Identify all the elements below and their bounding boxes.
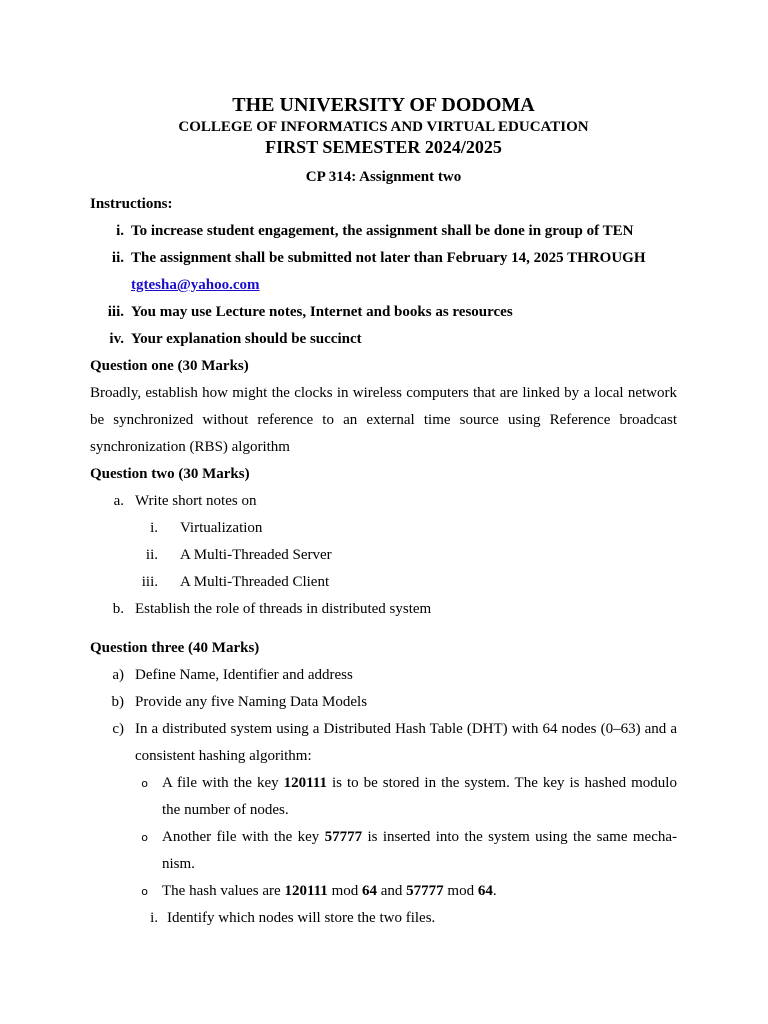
question-three-part-a xyxy=(90,662,677,689)
question-two-part-a xyxy=(90,488,677,515)
part-text: Establish the role of threads in distributed system xyxy=(135,601,432,617)
semester-title: FIRST SEMESTER 2024/2025 xyxy=(265,137,502,157)
instruction-item xyxy=(90,326,677,353)
part-label: b) xyxy=(111,694,124,710)
bullet-text-part: . xyxy=(492,883,497,899)
instruction-number: iv. xyxy=(109,331,124,347)
instruction-number: i. xyxy=(116,223,124,239)
part-text: Write short notes on xyxy=(135,493,257,509)
subitem-number: i. xyxy=(150,520,158,536)
instruction-text: Your explanation should be succinct xyxy=(131,331,362,347)
subitem-number: i. xyxy=(150,910,158,926)
bullet-marker: o xyxy=(141,831,148,844)
question-three-part-b xyxy=(90,689,677,716)
bullet-text-part: mod xyxy=(327,883,362,899)
file-key: 120111 xyxy=(283,775,327,791)
submission-email-link[interactable]: tgtesha@yahoo.com xyxy=(131,277,260,293)
instruction-number: iii. xyxy=(107,304,124,320)
question-three-heading: Question three (40 Marks) xyxy=(90,640,260,656)
part-text: Provide any five Naming Data Models xyxy=(135,694,368,710)
question-two-subitem xyxy=(90,569,677,596)
question-two-heading: Question two (30 Marks) xyxy=(90,466,250,482)
bullet-text xyxy=(148,824,677,878)
instructions-heading: Instructions: xyxy=(90,196,173,212)
bullet-text-part: The hash values are xyxy=(162,883,285,899)
node-count: 64 xyxy=(477,883,493,899)
bullet-text-part: is inserted into the system using the same mecha-nism. xyxy=(162,829,678,872)
subitem-number: ii. xyxy=(145,547,158,563)
part-label: b. xyxy=(112,601,124,617)
instruction-item xyxy=(90,218,677,245)
bullet-item xyxy=(90,770,677,824)
bullet-text xyxy=(148,878,677,905)
instruction-text: The assignment shall be submitted not later than February 14, 2025 THROUGH xyxy=(131,250,646,266)
subitem-text: A Multi-Threaded Client xyxy=(180,574,330,590)
question-two-subitem xyxy=(90,515,677,542)
subitem-text: Identify which nodes will store the two files. xyxy=(167,910,436,926)
part-label: a) xyxy=(112,667,124,683)
instruction-text-block xyxy=(124,245,677,299)
part-label: a. xyxy=(113,493,124,509)
instruction-item xyxy=(90,245,677,299)
bullet-text-part: and xyxy=(376,883,407,899)
instruction-number: ii. xyxy=(111,250,124,266)
document-content xyxy=(90,93,677,932)
instruction-text: You may use Lecture notes, Internet and books as resources xyxy=(131,304,513,320)
instruction-item xyxy=(90,299,677,326)
bullet-item xyxy=(90,824,677,878)
course-title: CP 314: Assignment two xyxy=(305,169,462,185)
bullet-text-part: is to be stored in the system. The key is hashed modulo the number of nodes. xyxy=(162,775,677,818)
question-two-part-b xyxy=(90,596,677,623)
bullet-item xyxy=(90,878,677,905)
bullet-text-part: mod xyxy=(443,883,478,899)
bullet-text-part: Another file with the key xyxy=(162,829,325,845)
subitem-number: iii. xyxy=(141,574,158,590)
subitem-text: A Multi-Threaded Server xyxy=(180,547,332,563)
question-three-subitem xyxy=(90,905,677,932)
part-text: Define Name, Identifier and address xyxy=(135,667,353,683)
bullet-marker: o xyxy=(141,885,148,898)
question-one-heading: Question one (30 Marks) xyxy=(90,358,249,374)
question-three-part-c xyxy=(90,716,677,770)
bullet-text xyxy=(148,770,677,824)
subitem-text: Virtualization xyxy=(180,520,263,536)
bullet-text-part: A file with the key xyxy=(162,775,284,791)
question-two-subitem xyxy=(90,542,677,569)
college-title: COLLEGE OF INFORMATICS AND VIRTUAL EDUCATION xyxy=(178,119,589,135)
file-key: 120111 xyxy=(284,883,328,899)
spacer xyxy=(90,623,677,635)
file-key: 57777 xyxy=(406,883,444,899)
file-key: 57777 xyxy=(324,829,363,845)
part-text: In a distributed system using a Distributed Hash Table (DHT) with 64 nodes (0–63) and a consistent hashing algorithm: xyxy=(135,721,677,764)
part-label: c) xyxy=(112,721,124,737)
bullet-marker: o xyxy=(141,777,148,790)
question-one-body: Broadly, establish how might the clocks in wireless computers that are linked by a local network be synchronized without reference to an external time source using Reference broadcast synchronization (RBS) algorithm xyxy=(90,385,677,455)
instruction-text: To increase student engagement, the assignment shall be done in group of TEN xyxy=(131,223,634,239)
node-count: 64 xyxy=(361,883,377,899)
university-title: THE UNIVERSITY OF DODOMA xyxy=(232,94,535,116)
